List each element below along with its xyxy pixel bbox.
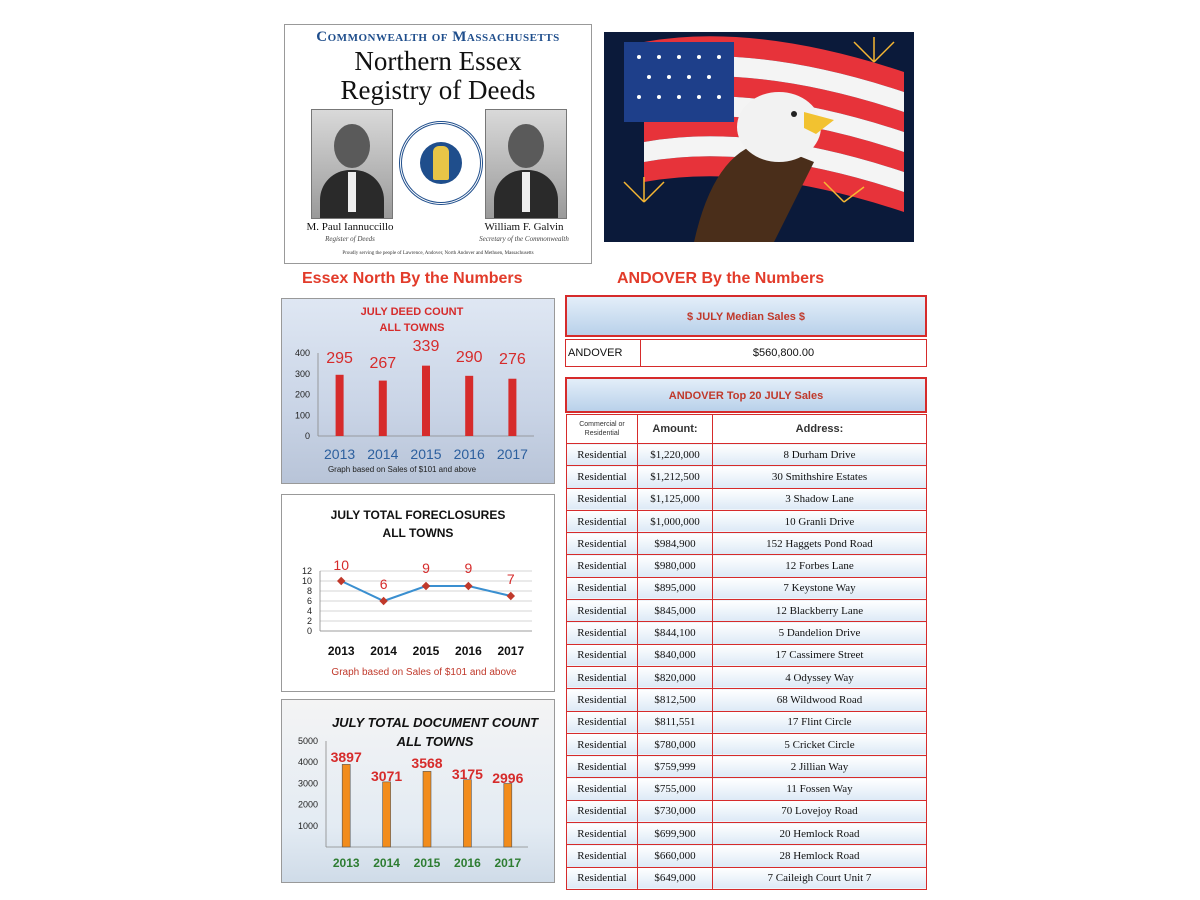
massachusetts-seal-icon [399,121,483,205]
sale-amount-cell: $844,100 [638,622,713,644]
sale-amount-cell: $780,000 [638,733,713,755]
data-label: 9 [422,560,430,576]
data-point [379,597,387,605]
sale-amount-cell: $660,000 [638,845,713,867]
table-row [567,555,927,577]
col-address-header: Address: [713,415,927,444]
table-row [567,756,927,778]
sale-type-cell: Residential [567,756,638,778]
y-tick-label: 1000 [297,820,318,831]
y-tick-label: 200 [294,389,310,400]
table-row [567,444,927,466]
sale-type-cell: Residential [567,666,638,688]
registry-title-line1: Northern Essex [354,46,522,76]
andover-section-title: ANDOVER By the Numbers [617,270,825,287]
table-row [567,845,927,867]
y-tick-label: 4000 [297,757,318,768]
sale-address-cell: 5 Dandelion Drive [713,622,927,644]
bar [423,771,431,847]
sale-amount-cell: $649,000 [638,867,713,889]
data-label: 267 [369,355,397,372]
data-point [507,592,515,600]
sale-amount-cell: $699,900 [638,823,713,845]
sale-type-cell: Residential [567,533,638,555]
sale-amount-cell: $840,000 [638,644,713,666]
data-label: 2996 [492,770,524,786]
sale-amount-cell: $1,220,000 [638,444,713,466]
chart-title-line2: ALL TOWNS [382,526,454,540]
sale-type-cell: Residential [567,577,638,599]
sale-amount-cell: $980,000 [638,555,713,577]
sale-amount-cell: $811,551 [638,711,713,733]
sale-type-cell: Residential [567,444,638,466]
y-tick-label: 4 [306,606,312,616]
sale-address-cell: 17 Flint Circle [713,711,927,733]
table-body [567,444,927,890]
y-tick-label: 12 [301,566,312,576]
median-value: $560,800.00 [752,347,815,359]
bar [336,375,344,436]
chart-title-line2: ALL TOWNS [379,322,445,334]
serving-text: Proudly serving the people of Lawrence, Andover, North Andover and Methuen, Massachusetts [342,251,534,256]
table-row [567,622,927,644]
col-amount-header: Amount: [638,415,713,444]
sale-type-cell: Residential [567,689,638,711]
table-row [567,800,927,822]
sale-type-cell: Residential [567,823,638,845]
sale-amount-cell: $820,000 [638,666,713,688]
sale-address-cell: 7 Caileigh Court Unit 7 [713,867,927,889]
sale-address-cell: 2 Jillian Way [713,756,927,778]
data-label: 10 [333,557,349,573]
table-row [567,666,927,688]
sale-type-cell: Residential [567,510,638,532]
data-label: 3071 [371,768,403,784]
chart-title-line1: JULY DEED COUNT [360,306,464,318]
data-label: 3568 [411,755,443,771]
sale-address-cell: 10 Granli Drive [713,510,927,532]
y-tick-label: 6 [306,596,312,606]
sale-address-cell: 12 Forbes Lane [713,555,927,577]
essex-section-title: Essex North By the Numbers [302,270,523,287]
y-tick-label: 2000 [297,799,318,810]
sale-amount-cell: $759,999 [638,756,713,778]
sale-address-cell: 152 Haggets Pond Road [713,533,927,555]
y-tick-label: 3000 [297,778,318,789]
y-tick-label: 5000 [297,736,318,746]
col-type-header: Commercial or Residential [567,415,638,444]
sale-amount-cell: $812,500 [638,689,713,711]
data-label: 339 [412,338,440,355]
sale-amount-cell: $730,000 [638,800,713,822]
sale-address-cell: 8 Durham Drive [713,444,927,466]
sale-address-cell: 70 Lovejoy Road [713,800,927,822]
table-row [567,711,927,733]
bar [508,379,516,436]
table-row [567,600,927,622]
registry-header-card [284,24,592,264]
top20-sales-table [566,414,927,890]
median-sales-row [565,339,927,367]
deed-count-chart [281,298,555,484]
register-name: M. Paul Iannuccillo [306,221,394,233]
x-tick-label: 2016 [453,446,485,462]
sale-type-cell: Residential [567,600,638,622]
bar [422,366,430,436]
portrait-register [311,109,393,219]
y-tick-label: 300 [294,368,310,379]
median-sales-header-text: $ JULY Median Sales $ [686,311,805,323]
table-row [567,644,927,666]
document-count-chart [281,699,555,883]
data-label: 9 [464,560,473,576]
sale-amount-cell: $1,212,500 [638,466,713,488]
foreclosures-chart [281,494,555,692]
table-row [567,466,927,488]
sale-address-cell: 20 Hemlock Road [713,823,927,845]
table-header-row [567,415,927,444]
sale-address-cell: 17 Cassimere Street [713,644,927,666]
sale-type-cell: Residential [567,644,638,666]
deed-count-chart-svg [282,299,554,483]
y-tick-label: 10 [301,576,312,586]
x-tick-label: 2015 [412,644,440,658]
sale-amount-cell: $845,000 [638,600,713,622]
portrait-secretary [485,109,567,219]
x-tick-label: 2013 [324,446,356,462]
x-tick-label: 2013 [327,644,355,658]
data-label: 3175 [451,766,483,782]
y-tick-label: 0 [306,626,312,636]
secretary-name: William F. Galvin [484,221,564,233]
x-tick-label: 2013 [332,856,360,870]
table-row [567,577,927,599]
sale-type-cell: Residential [567,800,638,822]
x-tick-label: 2014 [367,446,399,462]
median-town: ANDOVER [566,340,641,366]
sale-type-cell: Residential [567,711,638,733]
bar [383,782,391,847]
x-tick-label: 2016 [454,856,481,870]
x-tick-label: 2014 [373,856,400,870]
y-tick-label: 100 [294,410,310,421]
registry-title [285,47,591,105]
chart-title-line1: JULY TOTAL DOCUMENT COUNT [331,715,539,730]
sale-amount-cell: $1,000,000 [638,510,713,532]
data-label: 290 [455,349,483,366]
sale-address-cell: 68 Wildwood Road [713,689,927,711]
y-tick-label: 2 [306,616,312,626]
document-count-chart-svg [282,700,554,882]
table-row [567,778,927,800]
y-tick-label: 0 [304,431,310,441]
foreclosures-chart-svg [282,495,554,691]
sale-type-cell: Residential [567,622,638,644]
sale-amount-cell: $1,125,000 [638,488,713,510]
sale-amount-cell: $755,000 [638,778,713,800]
data-point [337,577,345,585]
y-tick-label: 400 [294,348,310,358]
top20-header-text: ANDOVER Top 20 JULY Sales [668,390,824,402]
x-tick-label: 2017 [497,644,525,658]
table-row [567,867,927,889]
sale-address-cell: 7 Keystone Way [713,577,927,599]
top20-header [565,377,927,413]
chart-note: Graph based on Sales of $101 and above [327,465,477,474]
bar [504,783,512,847]
chart-title-line2: ALL TOWNS [396,734,474,749]
table-row [567,689,927,711]
bar [465,376,473,436]
x-tick-label: 2017 [494,856,522,870]
bar [463,780,471,847]
sale-type-cell: Residential [567,488,638,510]
chart-title-line1: JULY TOTAL FORECLOSURES [330,508,506,522]
data-label: 6 [379,576,388,592]
x-tick-label: 2015 [410,446,442,462]
table-row [567,733,927,755]
sale-address-cell: 5 Cricket Circle [713,733,927,755]
x-tick-label: 2016 [455,644,482,658]
sale-amount-cell: $984,900 [638,533,713,555]
register-role: Register of Deeds [325,235,375,243]
sale-address-cell: 3 Shadow Lane [713,488,927,510]
table-row [567,823,927,845]
data-point [422,582,430,590]
bar [342,764,350,847]
y-tick-label: 8 [306,586,312,596]
sale-type-cell: Residential [567,555,638,577]
secretary-role: Secretary of the Commonwealth [479,235,569,243]
chart-note: Graph based on Sales of $101 and above [331,667,517,678]
bar [379,381,387,436]
registry-title-line2: Registry of Deeds [340,75,536,105]
sale-address-cell: 28 Hemlock Road [713,845,927,867]
sale-address-cell: 11 Fossen Way [713,778,927,800]
sale-type-cell: Residential [567,778,638,800]
data-label: 3897 [330,749,362,765]
x-tick-label: 2015 [413,856,441,870]
sale-address-cell: 30 Smithshire Estates [713,466,927,488]
x-tick-label: 2014 [370,644,397,658]
sale-amount-cell: $895,000 [638,577,713,599]
median-sales-header [565,295,927,337]
sale-type-cell: Residential [567,733,638,755]
data-label: 7 [506,571,515,587]
data-point [464,582,472,590]
table-row [567,510,927,532]
sale-type-cell: Residential [567,466,638,488]
data-label: 295 [326,350,353,367]
sale-address-cell: 12 Blackberry Lane [713,600,927,622]
data-label: 276 [499,351,526,368]
table-row [567,488,927,510]
sale-type-cell: Residential [567,867,638,889]
commonwealth-heading: Commonwealth of Massachusetts [316,29,560,45]
table-row [567,533,927,555]
eagle-flag-image [604,32,914,242]
sale-type-cell: Residential [567,845,638,867]
x-tick-label: 2017 [496,446,528,462]
sale-address-cell: 4 Odyssey Way [713,666,927,688]
